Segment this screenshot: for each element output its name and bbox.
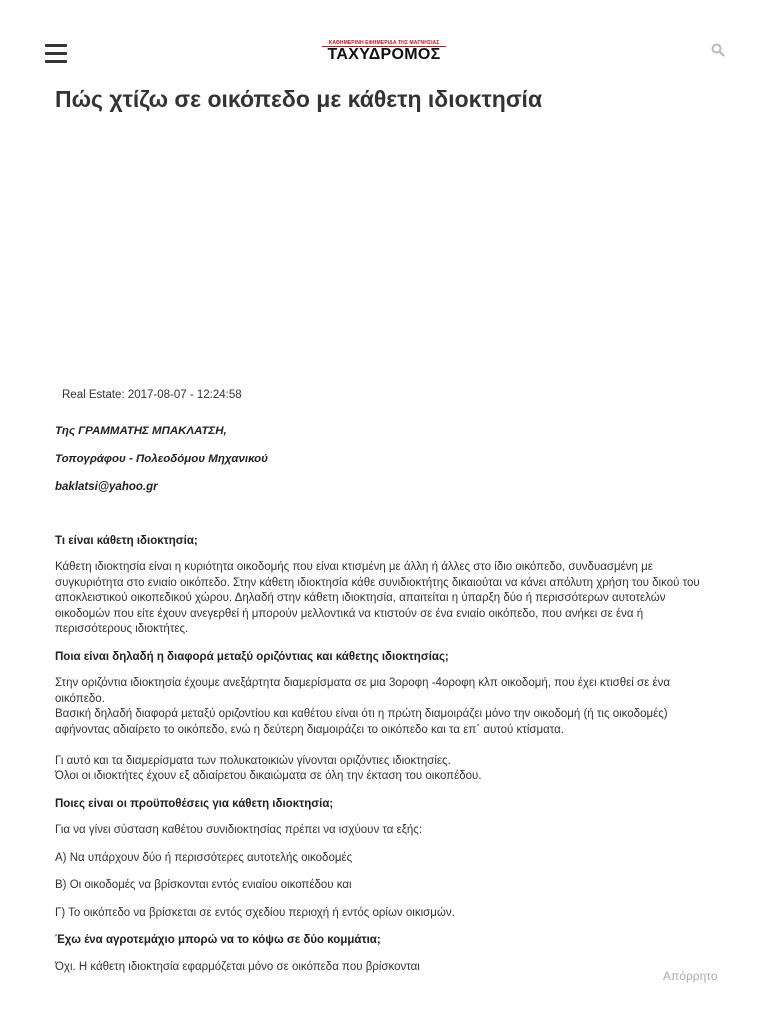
paragraph-1: Κάθετη ιδιοκτησία είναι η κυριότητα οικοδομής που είναι κτισμένη με άλλη ή άλλες στο ίδιο οικόπεδο, συνδυασμένη με συγκυριότητα στο ενιαίο οικόπεδο. Στην κάθετη ιδιοκτησία κάθε συνιδιοκτήτης δικαιούται να κάνει απόλυτη χρήση του δικού του αποκλειστικού οικοπεδικού χώρου. Δηλαδή στην κάθετη ιδιοκτησία, απαιτείται η ύπαρξη δύο ή περισσότερων αυτοτελών οικοδομών που είτε έχουν ανεγερθεί ή μπορούν μελλοντικά να κτιστούν σε ένα ενιαίο οικόπεδο, που ανήκει σε ένα ή περισσότερους ιδιοκτήτες. xyxy=(55,561,700,635)
author-name: Της ΓΡΑΜΜΑΤΗΣ ΜΠΑΚΛΑΤΣΗ, xyxy=(55,425,227,437)
article-title: Πώς χτίζω σε οικόπεδο με κάθετη ιδιοκτησία xyxy=(55,86,543,112)
paragraph-3: Για να γίνει σύσταση καθέτου συνιδιοκτησίας πρέπει να ισχύουν τα εξής: xyxy=(55,824,423,836)
list-item-c: Γ) Το οικόπεδο να βρίσκεται σε εντός σχεδίου περιοχή ή εντός ορίων οικισμών. xyxy=(55,906,455,919)
section-heading-4: Έχω ένα αγροτεμάχιο μπορώ να το κόψω σε δύο κομμάτια; xyxy=(55,934,381,946)
spacer xyxy=(55,738,715,754)
hamburger-menu-icon[interactable] xyxy=(45,44,67,64)
ad-placeholder xyxy=(55,130,715,370)
paragraph-2c: Γι αυτό και τα διαμερίσματα των πολυκατοικιών γίνονται οριζόντιες ιδιοκτησίες. xyxy=(55,754,451,767)
logo-title: ΤΑΧΥΔΡΟΜΟΣ xyxy=(327,46,441,63)
author-email[interactable]: baklatsi@yahoo.gr xyxy=(55,481,158,493)
list-item-a: Α) Να υπάρχουν δύο ή περισσότερες αυτοτελής οικοδομές xyxy=(55,851,353,864)
watermark-text: Απόρρητο xyxy=(663,969,718,983)
author-title: Τοπογράφου - Πολεοδόμου Μηχανικού xyxy=(55,453,268,465)
search-icon[interactable] xyxy=(711,43,725,57)
paragraph-2d: Όλοι οι ιδιοκτήτες έχουν εξ αδιαίρετου δικαιώματα σε όλη την έκταση του οικοπέδου. xyxy=(55,770,482,782)
site-logo[interactable] xyxy=(322,40,446,63)
article-meta: Real Estate: 2017-08-07 - 12:24:58 xyxy=(62,389,242,401)
section-heading-3: Ποιες είναι οι προϋποθέσεις για κάθετη ιδιοκτησία; xyxy=(55,797,334,810)
paragraph-2a: Στην οριζόντια ιδιοκτησία έχουμε ανεξάρτητα διαμερίσματα σε μια 3οροφη -4οροφη κλπ οικοδομή, που έχει κτισθεί σε ένα οικόπεδο. xyxy=(55,677,670,705)
article-body xyxy=(55,424,715,987)
logo-subtitle: ΚΑΘΗΜΕΡΙΝΗ ΕΦΗΜΕΡΙΔΑ ΤΗΣ ΜΑΓΝΗΣΙΑΣ xyxy=(322,40,446,47)
section-heading-1: Τι είναι κάθετη ιδιοκτησία; xyxy=(55,534,198,547)
paragraph-2b: Βασική δηλαδή διαφορά μεταξύ οριζοντίου και καθέτου είναι ότι η πρώτη διαμοιράζει μόνο την οικοδομή (ή τις οικοδομές) αφήνοντας αδιαίρετο το οικόπεδο, ενώ η δεύτερη διαμοιράζει το οικόπεδο και τα επ΄ αυτού κτίσματα. xyxy=(55,708,668,736)
site-header xyxy=(0,0,768,80)
list-item-b: Β) Οι οικοδομές να βρίσκονται εντός ενιαίου οικοπέδου και xyxy=(55,879,352,891)
section-heading-2: Ποια είναι δηλαδή η διαφορά μεταξύ οριζόντιας και κάθετης ιδιοκτησίας; xyxy=(55,650,449,663)
paragraph-7: Όχι. Η κάθετη ιδιοκτησία εφαρμόζεται μόνο σε οικόπεδα που βρίσκονται xyxy=(55,960,420,973)
